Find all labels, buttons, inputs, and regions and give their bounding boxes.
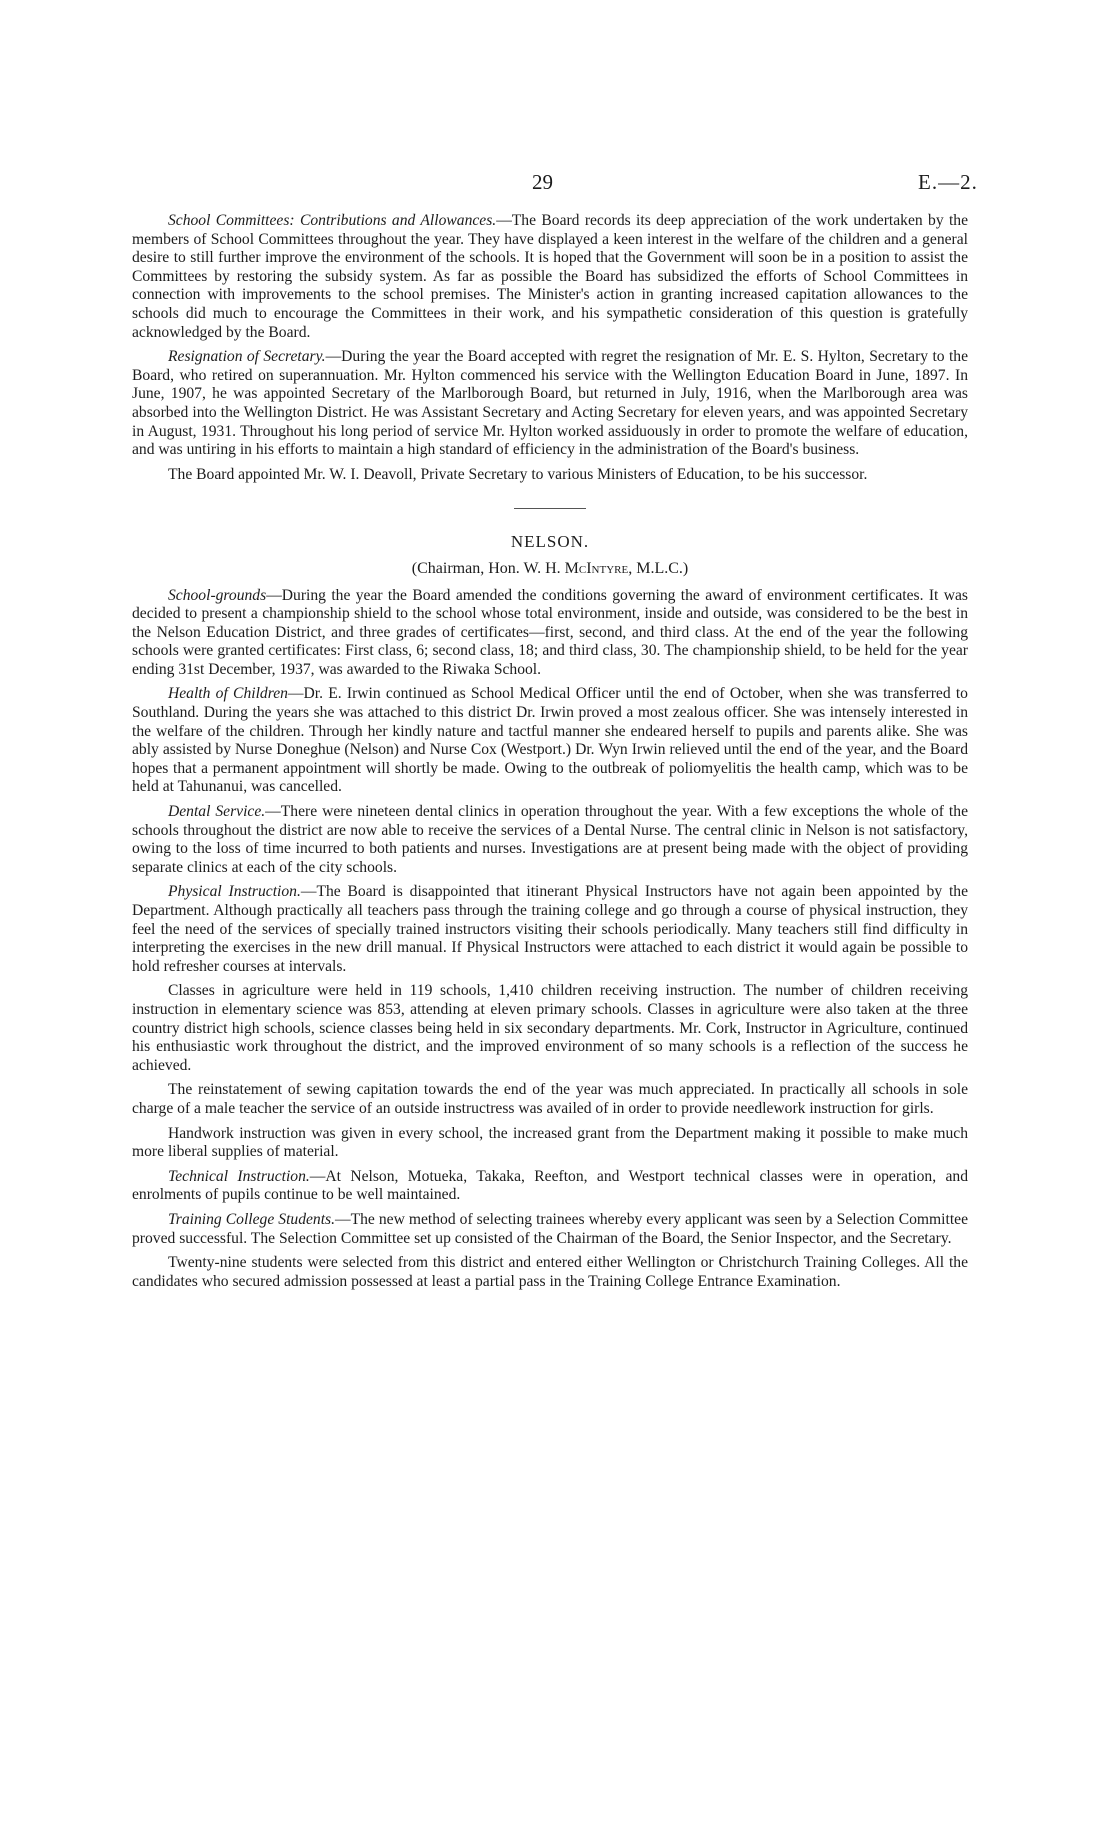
paragraph-lead: Physical Instruction.: [168, 883, 301, 901]
chairman-name: McIntyre: [564, 559, 629, 577]
paragraph-lead: Training College Students.: [168, 1210, 336, 1228]
paragraph-text: —At Nelson, Motueka, Takaka, Reefton, and Westport technical classes were in operation, and enrolments of pupils continue to be well maintained.: [132, 1167, 968, 1204]
paragraph-lead: Technical Instruction.: [168, 1167, 310, 1185]
paragraph-text: —The new method of selecting trainees whereby every applicant was seen by a Selection Committee proved successful. The Selection Committee set up consisted of the Chairman of the Board, the Senior Inspector, and the Secretary.: [132, 1210, 968, 1247]
chairman-prefix: (Chairman, Hon. W. H.: [411, 559, 565, 577]
paragraph-successor: [132, 466, 968, 485]
paragraph-text: —The Board records its deep appreciation of the work undertaken by the members of School Committees throughout the year. They have displayed a keen interest in the welfare of the children and a general desire to still further improve the environment of the schools. It is hoped that the Government will soon be in a position to assist the Committees by restoring the subsidy system. As far as possible the Board has subsidized the efforts of School Committees in connection with improvements to the school premises. The Minister's action in granting increased capitation allowances to the schools did much to encourage the Committees in their work, and his sympathetic consideration of this question is gratefully acknowledged by the Board.: [132, 212, 969, 341]
paragraph-text: Handwork instruction was given in every school, the increased grant from the Department making it possible to make much more liberal supplies of material.: [132, 1124, 968, 1161]
paragraph-text: —Dr. E. Irwin continued as School Medical Officer until the end of October, when she was transferred to Southland. During the years she was attached to this district Dr. Irwin proved a most zealous officer. She was intensely interested in the welfare of the children. Through her kindly nature and tactful manner she endeared herself to pupils and parents alike. She was ably assisted by Nurse Doneghue (Nelson) and Nurse Cox (Westport.) Dr. Wyn Irwin relieved until the end of the year, and the Board hopes that a permanent appointment will shortly be made. Owing to the outbreak of poliomyelitis the health camp, which was to be held at Tahunanui, was cancelled.: [132, 685, 968, 796]
paragraph-text: The reinstatement of sewing capitation towards the end of the year was much appreciated. In practically all schools in sole charge of a male teacher the service of an outside instructress was availed of in order to provide needlework instruction for girls.: [132, 1081, 968, 1117]
paragraph-training-college-students: [132, 1211, 968, 1248]
paragraph-lead: Resignation of Secretary.: [168, 348, 326, 366]
paragraph-lead: Dental Service.: [168, 803, 266, 821]
chairman-line: [132, 560, 968, 579]
paragraph-health-of-children: [132, 685, 968, 797]
paragraph-school-grounds: [132, 587, 968, 680]
section-divider: [514, 508, 586, 509]
chairman-suffix: , M.L.C.): [628, 559, 689, 577]
paragraph-lead: Health of Children: [168, 685, 288, 703]
section-title-nelson: NELSON.: [510, 532, 590, 552]
paragraph-text: —There were nineteen dental clinics in operation throughout the year. With a few exceptions the whole of the schools throughout the district are now able to receive the services of a Dental Nurse. The central clinic in Nelson is not satisfactory, owing to the loss of time incurred to both patients and nurses. Investigations are at present being made with the object of providing separate clinics at each of the city schools.: [132, 803, 968, 876]
paragraph-handwork-instruction: [132, 1125, 968, 1162]
paragraph-students-selected: [132, 1254, 968, 1291]
paragraph-physical-instruction: [132, 883, 968, 976]
paragraph-text: —During the year the Board amended the conditions governing the award of environment certificates. It was decided to present a championship shield to the school whose total environment, inside and outside, was considered to be the best in the Nelson Education District, and three grades of certificates—first, second, and third class. At the end of the year the following schools were granted certificates: First class, 6; second class, 18; and third class, 30. The championship shield, to be held for the year ending 31st December, 1937, was awarded to the Riwaka School.: [132, 586, 968, 678]
paragraph-text: —The Board is disappointed that itinerant Physical Instructors have not again been appointed by the Department. Although practically all teachers pass through the training college and go through a course of physical instruction, they feel the need of the services of specially trained instructors visiting their schools periodically. Many teachers still find difficulty in interpreting the exercises in the new drill manual. If Physical Instructors were attached to each district it would again be possible to hold refresher courses at intervals.: [132, 883, 968, 975]
paragraph-text: Twenty-nine students were selected from this district and entered either Wellington or Christchurch Training Colleges. All the candidates who secured admission possessed at least a partial pass in the Training College Entrance Examination.: [132, 1254, 968, 1290]
paragraph-dental-service: [132, 803, 968, 877]
paragraph-lead: School Committees: Contributions and Allowances.: [168, 212, 497, 229]
paragraph-sewing-capitation: [132, 1081, 968, 1118]
paragraph-agriculture-classes: [132, 982, 968, 1075]
running-head: [0, 170, 1114, 196]
paragraph-text: —During the year the Board accepted with regret the resignation of Mr. E. S. Hylton, Secretary to the Board, who retired on superannuation. Mr. Hylton commenced his service with the Wellington Education Board in June, 1897. In June, 1907, he was appointed Secretary of the Marlborough Board, but returned in July, 1916, when the Marlborough area was absorbed into the Wellington District. He was Assistant Secretary and Acting Secretary for eleven years, and was appointed Secretary in August, 1931. Throughout his long period of service Mr. Hylton worked assiduously in order to promote the welfare of education, and was untiring in his efforts to maintain a high standard of efficiency in the administration of the Board's business.: [132, 348, 968, 459]
paragraph-text: Classes in agriculture were held in 119 schools, 1,410 children receiving instruction. The number of children receiving instruction in elementary science was 853, attending at eleven primary schools. Classes in agriculture were also taken at the three country district high schools, science classes being held in six secondary departments. Mr. Cork, Instructor in Agriculture, continued his enthusiastic work throughout the district, and the improved environment of so many schools is a reflection of the success he achieved.: [132, 982, 968, 1074]
series-reference: E.—2.: [918, 170, 978, 194]
paragraph-school-committees: [132, 212, 968, 342]
paragraph-text: The Board appointed Mr. W. I. Deavoll, Private Secretary to various Ministers of Education, to be his successor.: [168, 465, 868, 483]
page-number: 29: [532, 170, 553, 194]
paragraph-resignation-of-secretary: [132, 348, 968, 460]
paragraph-lead: School-grounds: [168, 586, 267, 604]
page-body: [132, 212, 968, 1297]
paragraph-technical-instruction: [132, 1168, 968, 1205]
